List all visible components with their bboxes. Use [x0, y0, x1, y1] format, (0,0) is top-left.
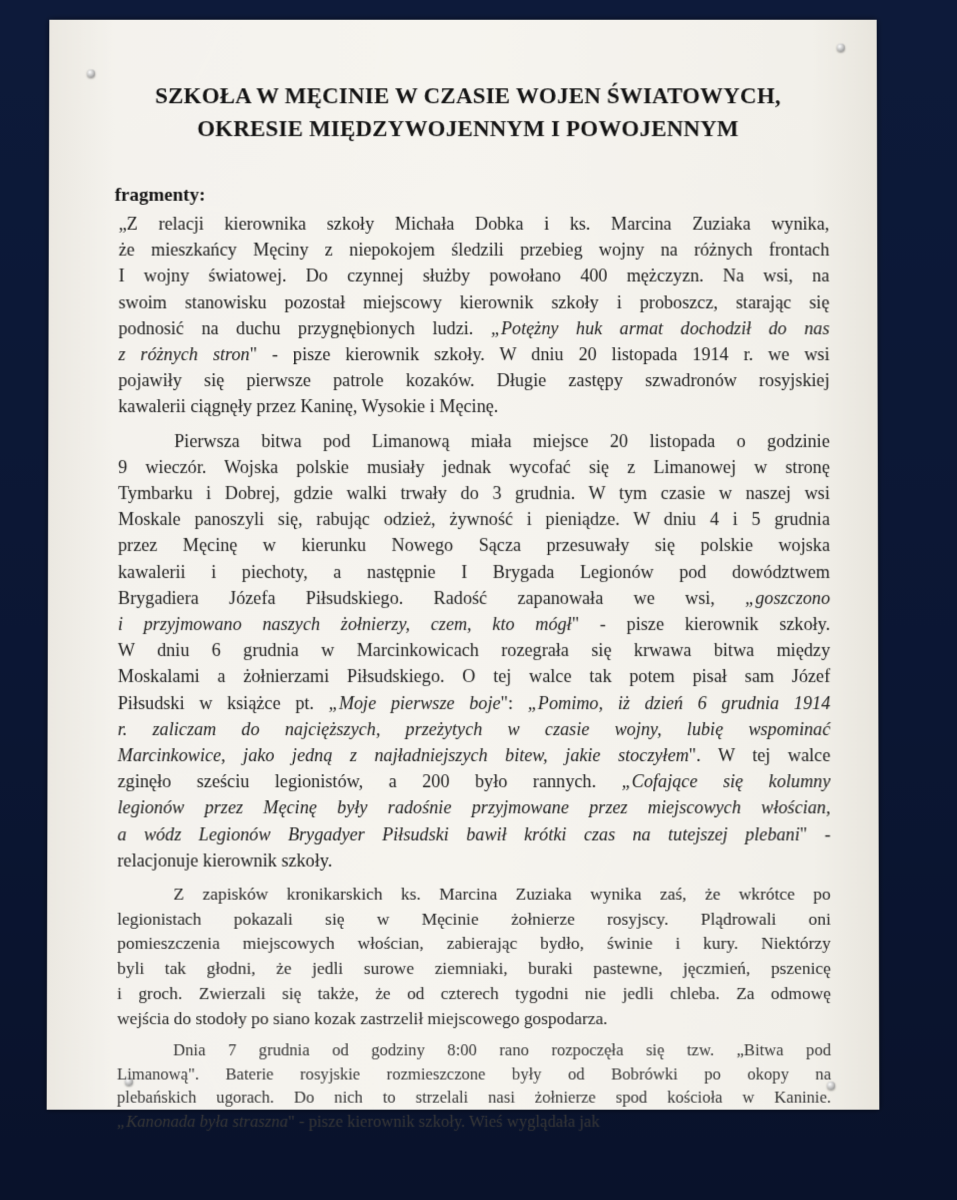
italic-quote: i przyjmowano naszych żołnierzy, czem, kto mógł: [117, 614, 572, 635]
section-label: fragmenty:: [114, 184, 206, 206]
text-line: [117, 1039, 831, 1063]
text-segment: Z zapisków kronikarskich ks. Marcina Zuziaka wynika zaś, że wkrótce po: [173, 883, 831, 904]
text-line: [118, 394, 829, 420]
text-segment: Pierwsza bitwa pod Limanową miała miejsce 20 listopada o godzinie: [174, 430, 830, 451]
text-line: [117, 1086, 831, 1110]
text-line: [117, 1062, 831, 1086]
text-segment: W dniu 6 grudnia w Marcinkowicach rozegrała się krwawa bitwa między: [117, 640, 831, 661]
text-segment: „Z relacji kierownika szkoły Michała Dobka i ks. Marcina Zuziaka wynika,: [118, 213, 830, 234]
text-segment: pojawiły się pierwsze patrole kozaków. Długie zastępy szwadronów rosyjskiej: [118, 370, 830, 391]
text-segment: Moskalami a żołnierzami Piłsudskiego. O tej walce tak potem pisał sam Józef: [117, 666, 831, 687]
text-segment: legionistach pokazali się w Męcinie żołnierze rosyjscy. Plądrowali oni: [117, 908, 831, 929]
paragraph-4: [117, 1039, 831, 1134]
text-segment: kawalerii ciągnęły przez Kaninę, Wysokie i Męcinę.: [118, 396, 499, 417]
text-line: [118, 716, 831, 742]
text-line: [119, 237, 830, 263]
italic-quote: „Potężny huk armat dochodził do nas: [490, 318, 830, 339]
italic-quote: r. zaliczam do najcięższych, przeżytych w czasie wojny, lubię wspominać: [117, 718, 831, 740]
text-line: [117, 956, 831, 981]
text-segment: byli tak głodni, że jedli surowe ziemniaki, buraki pastewne, jęczmień, pszenicę: [117, 958, 831, 979]
text-segment: wejścia do stodoły po siano kozak zastrzelił miejscowego gospodarza.: [117, 1007, 608, 1028]
text-segment: I wojny światowej. Do czynnej służby powołano 400 mężczyzn. Na wsi, na: [118, 265, 830, 286]
screw-top-right-icon: [837, 44, 845, 52]
text-segment: Dnia 7 grudnia od godziny 8:00 rano rozpoczęła się tzw. „Bitwa pod: [173, 1040, 832, 1060]
text-segment: " - pisze kierownik szkoły.: [571, 614, 831, 635]
text-segment: i groch. Zwierzali się także, że od czterech tygodni nie jedli chleba. Za odmowę: [117, 982, 831, 1003]
text-line: [118, 559, 830, 585]
italic-quote: a wódz Legionów Brygadyer Piłsudski bawił krótki czas na tutejszej plebani: [117, 824, 800, 845]
text-line: [118, 341, 829, 367]
text-line: [117, 981, 831, 1006]
text-line: [118, 315, 829, 341]
text-line: [119, 211, 830, 237]
text-segment: relacjonuje kierownik szkoły.: [117, 850, 333, 871]
text-segment: przez Męcinę w kierunku Nowego Sącza przesuwały się polskie wojska: [118, 535, 830, 556]
text-line: [118, 289, 829, 315]
text-segment: Piłsudski w książce pt.: [117, 692, 329, 713]
screw-top-left-icon: [87, 69, 95, 77]
text-line: [118, 532, 830, 558]
board-title: [109, 79, 827, 145]
text-segment: Tymbarku i Dobrej, gdzie walki trwały do 3 grudnia. W tym czasie w naszej wsi: [118, 483, 830, 504]
text-line: [118, 480, 830, 506]
information-board: [47, 20, 880, 1131]
italic-quote: „goszczono: [745, 587, 831, 608]
text-segment: Brygadiera Józefa Piłsudskiego. Radość zapanowała we wsi,: [117, 587, 746, 608]
text-line: [117, 1110, 831, 1134]
text-segment: Limanową". Baterie rosyjskie rozmieszczone były od Bobrówki po okopy na: [116, 1064, 832, 1084]
text-line: [119, 263, 830, 289]
text-line: [118, 506, 830, 532]
text-segment: Moskale panoszyli się, rabując odzież, żywność i pieniądze. W dniu 4 i 5 grudnia: [118, 509, 830, 530]
italic-quote: z różnych stron: [118, 344, 250, 365]
italic-quote: „Kanonada była straszna: [116, 1111, 289, 1131]
title-line-2: OKRESIE MIĘDZYWOJENNYM I POWOJENNYM: [197, 116, 739, 142]
text-line: [118, 585, 830, 611]
text-segment: " -: [799, 824, 831, 845]
paragraph-3: [117, 882, 831, 1031]
article-text: [117, 211, 831, 1134]
paragraph-1: [118, 211, 829, 420]
text-segment: kawalerii i piechoty, a następnie I Brygada Legionów pod dowództwem: [117, 561, 831, 582]
title-line-1: SZKOŁA W MĘCINIE W CZASIE WOJEN ŚWIATOWYCH,: [155, 83, 781, 109]
italic-quote: Marcinkowice, jako jedną z najładniejszych bitew, jakie stoczyłem: [117, 745, 689, 766]
text-line: [118, 690, 831, 716]
text-segment: że mieszkańcy Męciny z niepokojem śledzili przebieg wojny na różnych frontach: [118, 239, 830, 260]
text-segment: ":: [500, 692, 528, 713]
text-line: [118, 454, 830, 480]
text-segment: podnosić na duchu przygnębionych ludzi.: [118, 318, 491, 339]
text-line: [118, 664, 831, 690]
text-line: [118, 428, 830, 454]
text-segment: swoim stanowisku pozostał miejscowy kierownik szkoły i proboszcz, starając się: [118, 292, 830, 312]
text-line: [117, 795, 830, 821]
text-segment: ". W tej walce: [688, 745, 831, 766]
italic-quote: „Moje pierwsze boje: [328, 692, 501, 713]
text-line: [118, 742, 831, 768]
text-line: [118, 768, 831, 794]
text-segment: zginęło sześciu legionistów, a 200 było rannych.: [117, 771, 622, 792]
text-line: [117, 821, 830, 847]
italic-quote: „Cofające się kolumny: [621, 771, 831, 792]
text-line: [118, 611, 830, 637]
text-segment: " - pisze kierownik szkoły. W dniu 20 listopada 1914 r. we wsi: [249, 344, 830, 365]
text-line: [117, 931, 831, 956]
text-line: [117, 847, 830, 873]
paragraph-2: [117, 428, 830, 874]
text-line: [117, 906, 831, 931]
text-segment: 9 wieczór. Wojska polskie musiały jednak wycofać się z Limanowej w stronę: [118, 456, 830, 477]
italic-quote: „Pomimo, iż dzień 6 grudnia 1914: [527, 692, 831, 713]
text-line: [118, 637, 830, 663]
italic-quote: legionów przez Męcinę były radośnie przyjmowane przez miejscowych włościan,: [117, 797, 831, 818]
text-line: [118, 367, 829, 393]
text-segment: plebańskich ugorach. Do nich to strzelali nasi żołnierze spod kościoła w Kaninie.: [116, 1088, 832, 1108]
text-line: [117, 1006, 831, 1031]
text-line: [117, 882, 830, 907]
text-segment: pomieszczenia miejscowych włościan, zabierając bydło, świnie i kury. Niektórzy: [117, 933, 831, 954]
text-segment: " - pisze kierownik szkoły. Wieś wyglądała jak: [288, 1111, 600, 1131]
